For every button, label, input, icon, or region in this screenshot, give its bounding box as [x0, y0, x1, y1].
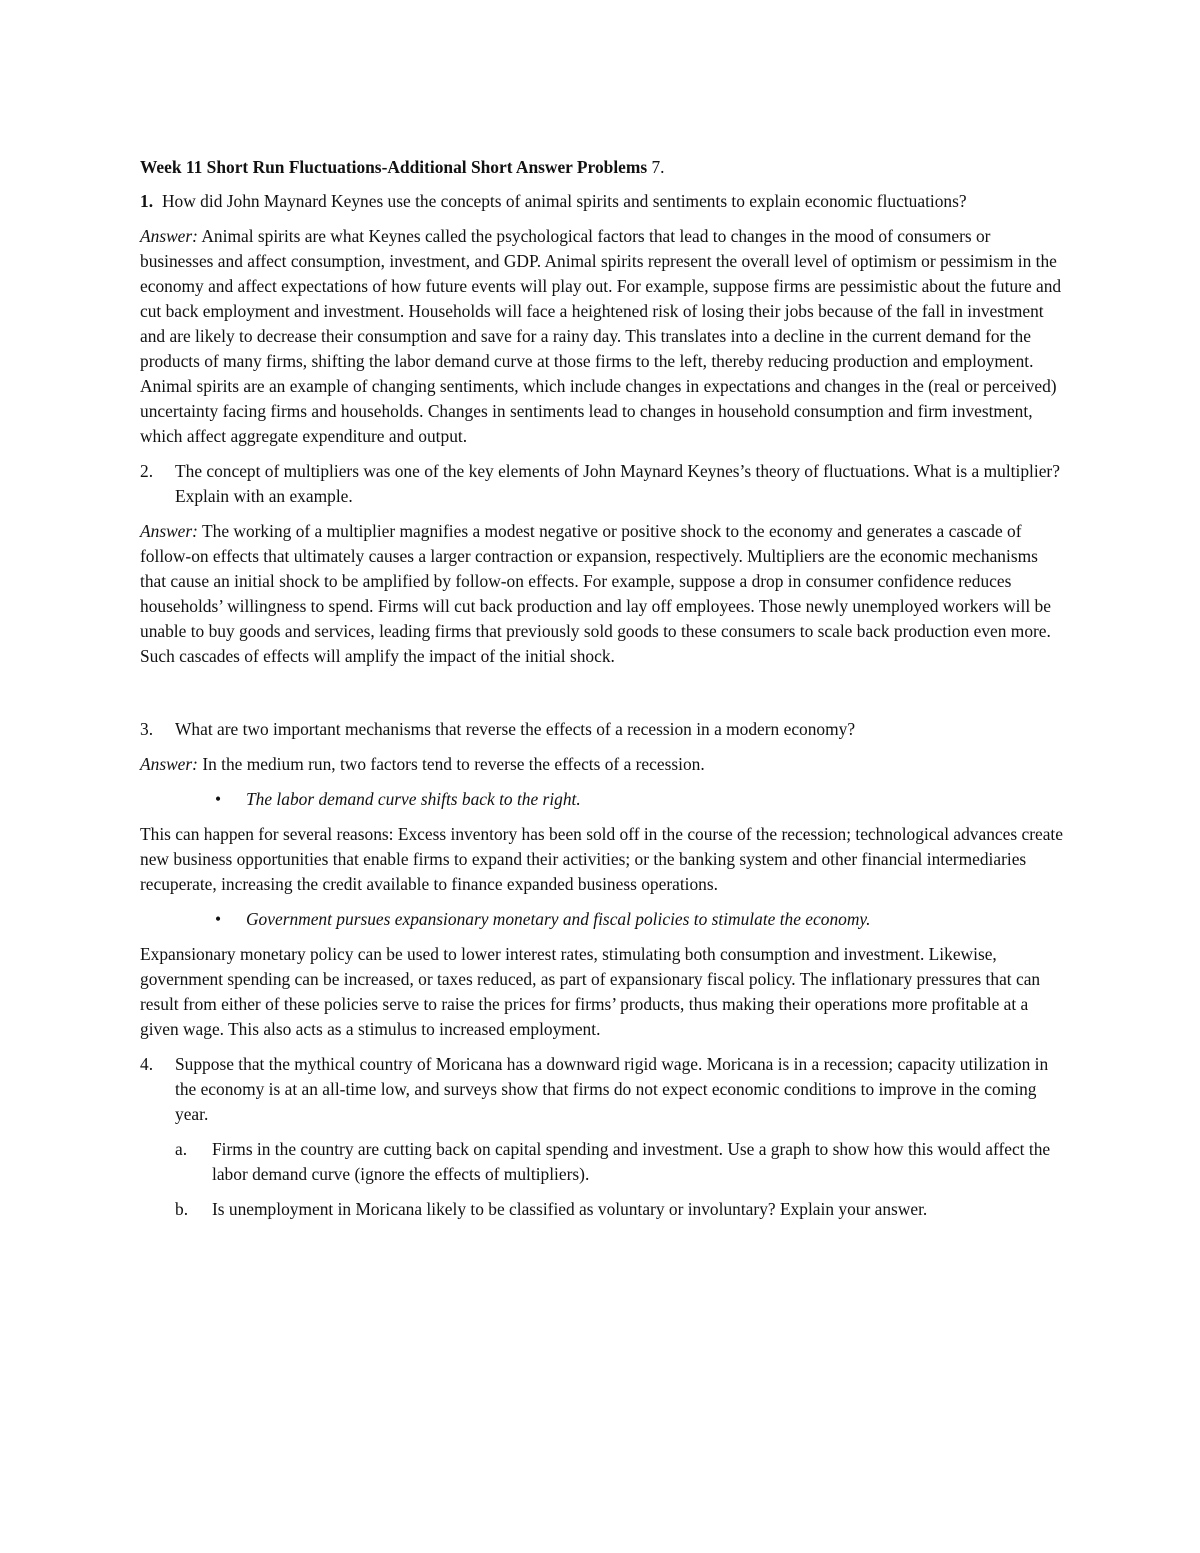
- bullet-icon: •: [215, 789, 222, 809]
- answer-2: [140, 519, 1065, 669]
- question-4b: [140, 1197, 1065, 1222]
- bullet-item-2: [140, 907, 1065, 932]
- answer-label: Answer:: [140, 754, 198, 774]
- bullet-item-2-text: Government pursues expansionary monetary and fiscal policies to stimulate the economy.: [246, 909, 871, 929]
- question-3: [140, 717, 1065, 742]
- answer-1: [140, 224, 1065, 449]
- title-suffix: 7.: [647, 157, 665, 177]
- question-4-text: Suppose that the mythical country of Moricana has a downward rigid wage. Moricana is in a recession; capacity utilization in the economy is at an all-time low, and surveys show that firms do not expect economic conditions to improve in the coming year.: [175, 1054, 1049, 1124]
- bullet-item-1-text: The labor demand curve shifts back to the right.: [246, 789, 581, 809]
- document-title: [140, 155, 1065, 180]
- title-bold: Week 11 Short Run Fluctuations-Additional Short Answer Problems: [140, 157, 648, 177]
- question-4b-text: Is unemployment in Moricana likely to be classified as voluntary or involuntary? Explain your answer.: [212, 1199, 928, 1219]
- question-4-number: 4.: [140, 1054, 154, 1074]
- question-1-number: 1.: [140, 191, 154, 211]
- document-body: [140, 155, 1065, 1232]
- question-2-number: 2.: [140, 461, 154, 481]
- spacer: [140, 679, 1065, 717]
- question-4: [140, 1052, 1065, 1127]
- answer-label: Answer:: [140, 226, 198, 246]
- answer-2-text: The working of a multiplier magnifies a modest negative or positive shock to the economy and generates a cascade of follow-on effects that ultimately causes a larger contraction or expansion, respectively. Multipliers are the economic mechanisms that cause an initial shock to be amplified by follow-on effects. For example, suppose a drop in consumer confidence reduces households’ willingness to spend. Firms will cut back production and lay off employees. Those newly unemployed workers will be unable to buy goods and services, leading firms that previously sold goods to these consumers to scale back production even more. Such cascades of effects will amplify the impact of the initial shock.: [140, 521, 1051, 666]
- answer-3-paragraph-1: This can happen for several reasons: Excess inventory has been sold off in the course of the recession; technological advances create new business opportunities that enable firms to expand their activities; or the banking system and other financial intermediaries recuperate, increasing the credit available to finance expanded business operations.: [140, 824, 1063, 894]
- answer-1-text: Animal spirits are what Keynes called the psychological factors that lead to changes in the mood of consumers or businesses and affect consumption, investment, and GDP. Animal spirits represent the overall level of optimism or pessimism in the economy and affect expectations of how future events will play out. For example, suppose firms are pessimistic about the future and cut back employment and investment. Households will face a heightened risk of losing their jobs because of the fall in investment and are likely to decrease their consumption and save for a rainy day. This translates into a decline in the current demand for the products of many firms, shifting the labor demand curve at those firms to the left, thereby reducing production and employment. Animal spirits are an example of changing sentiments, which include changes in expectations and changes in the (real or perceived) uncertainty facing firms and households. Changes in sentiments lead to changes in household consumption and firm investment, which affect aggregate expenditure and output.: [140, 226, 1062, 446]
- question-1: [140, 189, 1065, 214]
- question-3-number: 3.: [140, 719, 154, 739]
- question-1-text: How did John Maynard Keynes use the concepts of animal spirits and sentiments to explain economic fluctuations?: [162, 191, 967, 211]
- answer-3-paragraph-2: Expansionary monetary policy can be used to lower interest rates, stimulating both consumption and investment. Likewise, government spending can be increased, or taxes reduced, as part of expansionary fiscal policy. The inflationary pressures that can result from either of these policies serve to raise the prices for firms’ products, thus making their operations more profitable at a given wage. This also acts as a stimulus to increased employment.: [140, 944, 1041, 1039]
- bullet-icon: •: [215, 909, 222, 929]
- question-2-text: The concept of multipliers was one of the key elements of John Maynard Keynes’s theory of fluctuations. What is a multiplier? Explain with an example.: [175, 461, 1060, 506]
- question-4a-text: Firms in the country are cutting back on capital spending and investment. Use a graph to show how this would affect the labor demand curve (ignore the effects of multipliers).: [212, 1139, 1051, 1184]
- answer-3: [140, 752, 1065, 777]
- question-4a-label: a.: [175, 1139, 188, 1159]
- question-4b-label: b.: [175, 1199, 189, 1219]
- question-2: [140, 459, 1065, 509]
- answer-label: Answer:: [140, 521, 198, 541]
- answer-3-text: In the medium run, two factors tend to reverse the effects of a recession.: [197, 754, 705, 774]
- question-3-text: What are two important mechanisms that reverse the effects of a recession in a modern economy?: [175, 719, 856, 739]
- bullet-item-1: [140, 787, 1065, 812]
- question-4a: [140, 1137, 1065, 1187]
